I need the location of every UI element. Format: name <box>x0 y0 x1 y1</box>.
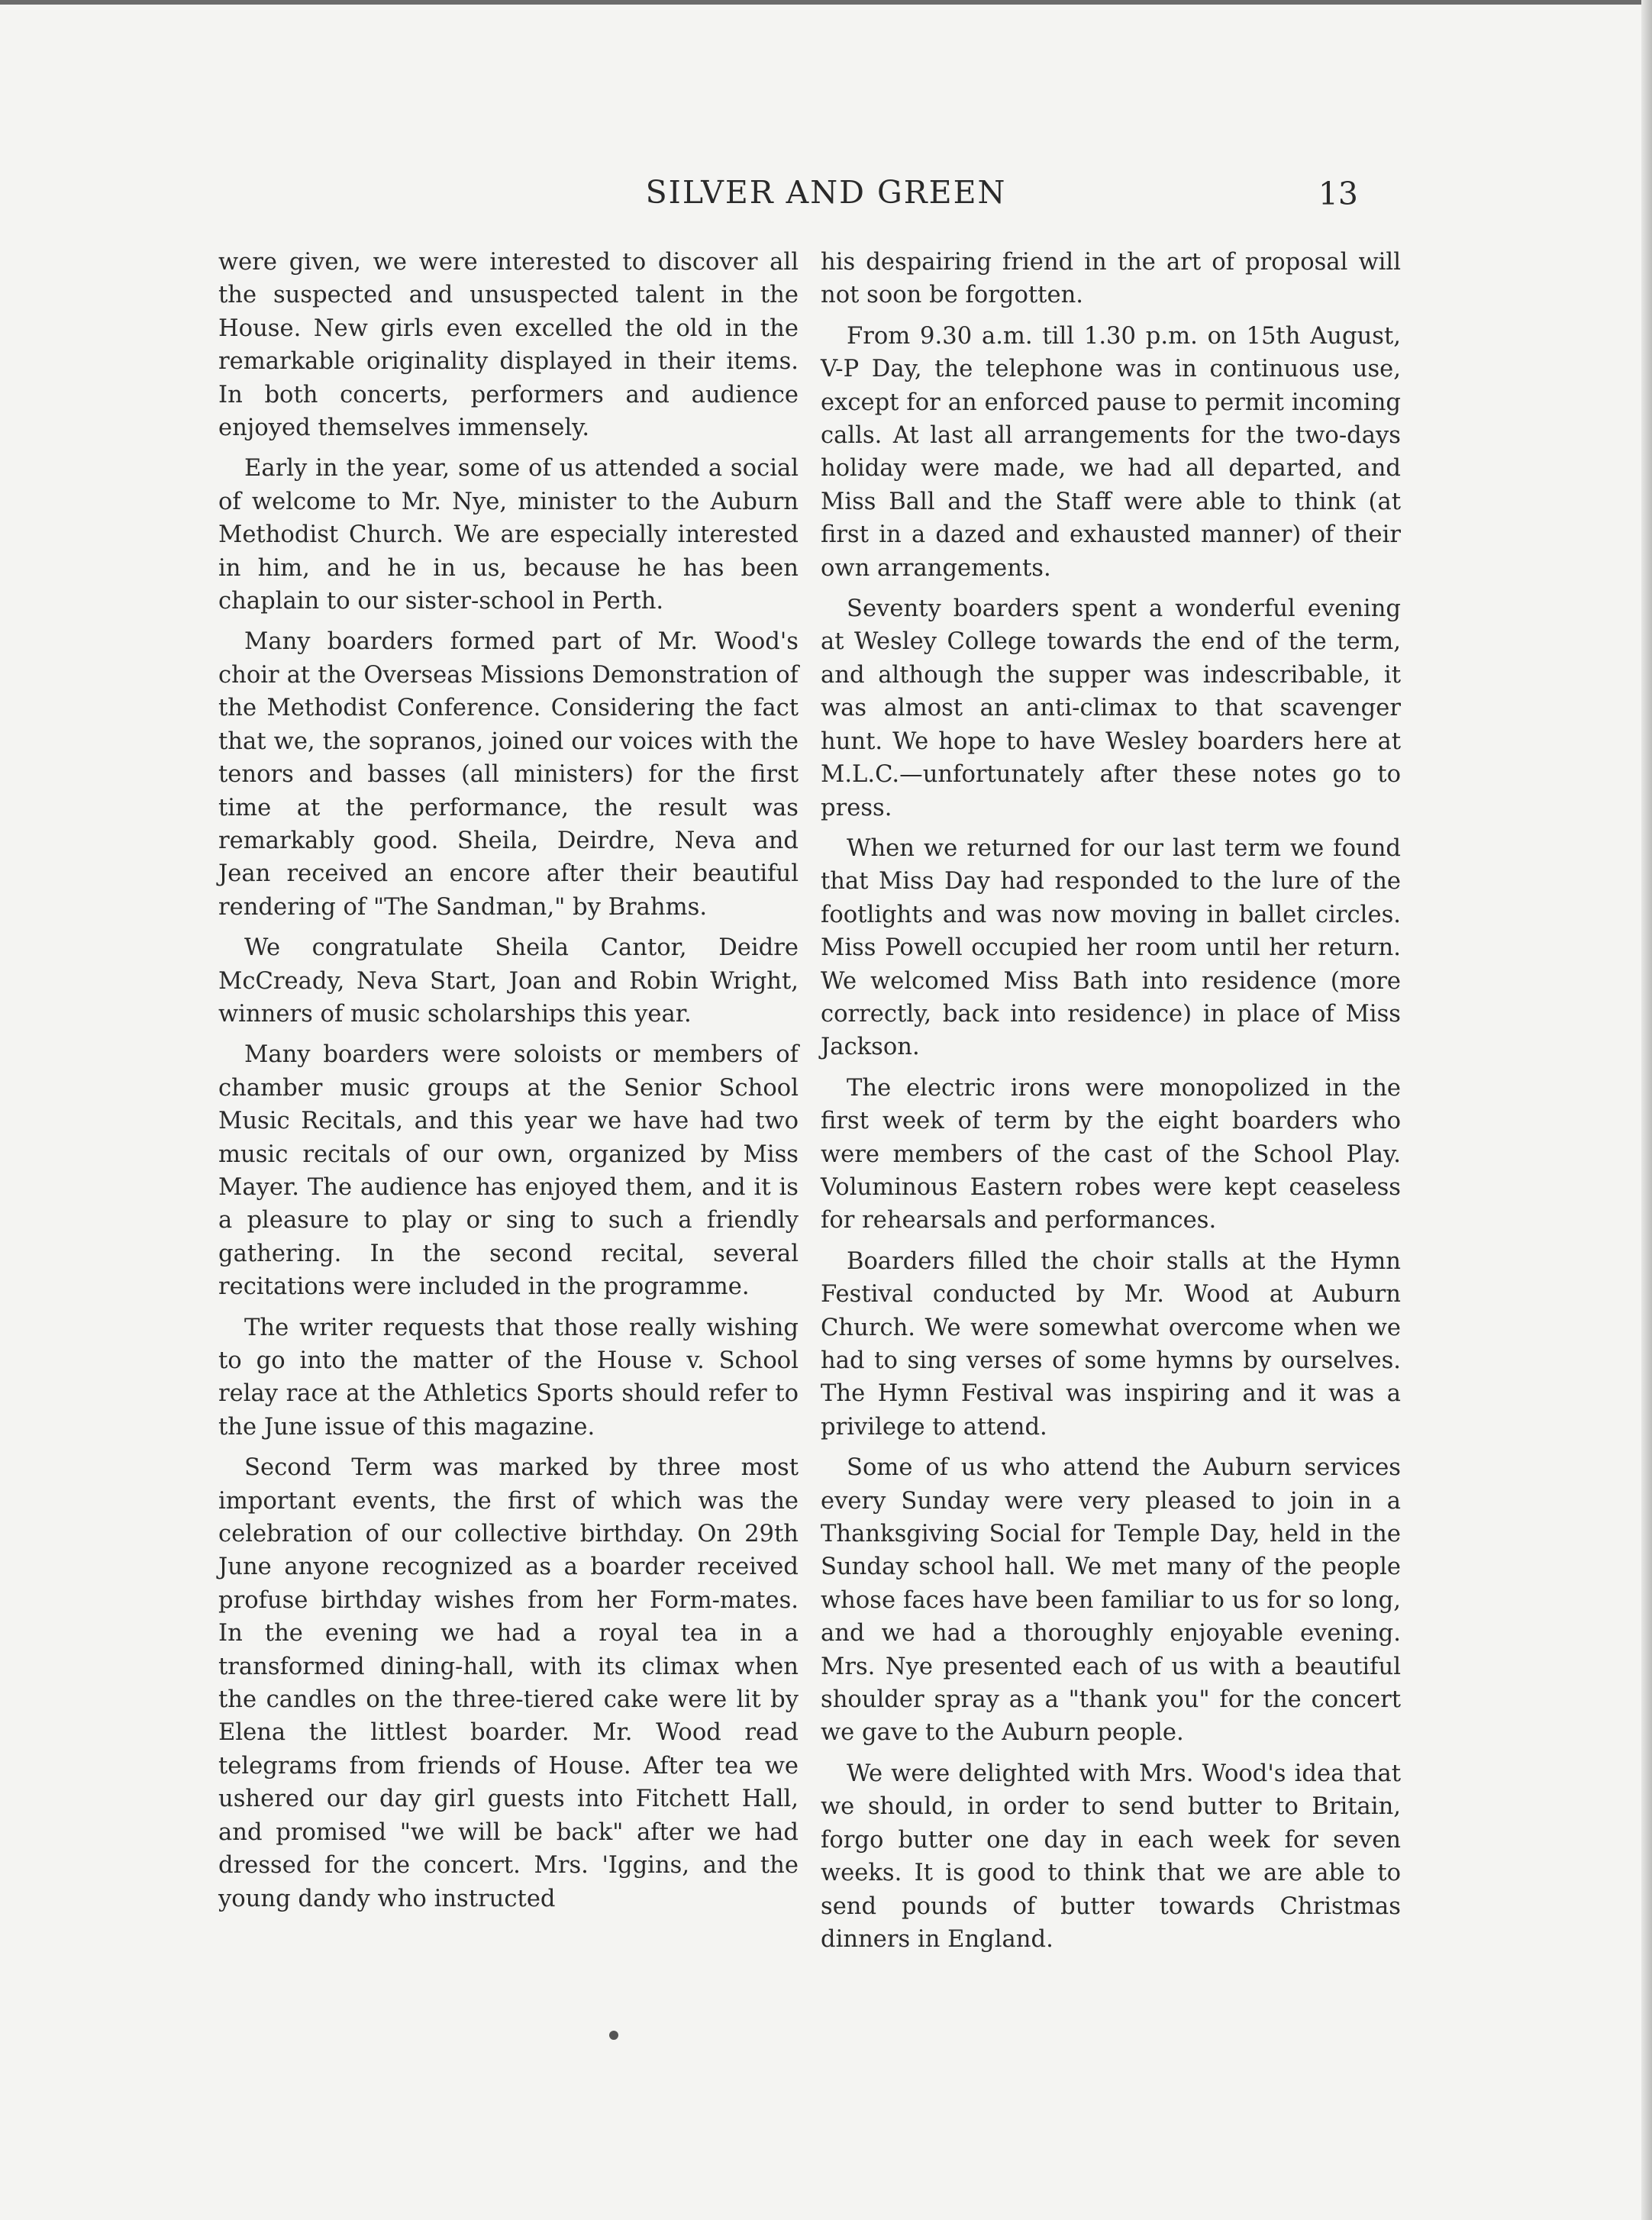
paragraph: Many boarders formed part of Mr. Wood's choir at the Overseas Missions Demonstration of the Methodist Conference. Considering the fact that we, the sopranos, joined our voices with the tenors and basses (all ministers) for the first time at the performance, the result was remarkably good. Sheila, Deirdre, Neva and Jean received an encore after their beautiful rendering of "The Sandman," by Brahms. <box>218 628 799 921</box>
paragraph: were given, we were interested to discover all the suspected and unsuspected talent in the House. New girls even excelled the old in the remarkable originality displayed in their items. In both concerts, performers and audience enjoyed themselves immensely. <box>218 249 799 442</box>
paragraph: We congratulate Sheila Cantor, Deidre McCready, Neva Start, Joan and Robin Wright, winners of music scholarships this year. <box>218 934 799 1028</box>
paragraph: his despairing friend in the art of proposal will not soon be forgotten. <box>821 249 1401 309</box>
paragraph: The electric irons were monopolized in the first week of term by the eight boarders who were members of the cast of the School Play. Voluminous Eastern robes were kept ceaseless for rehearsals and performances. <box>821 1074 1401 1234</box>
paragraph: Second Term was marked by three most important events, the first of which was the celebration of our collective birthday. On 29th June anyone recognized as a boarder received profuse birthday wishes from her Form-mates. In the evening we had a royal tea in a transformed dining-hall, with its climax when the candles on the three-tiered cake were lit by Elena the littlest boarder. Mr. Wood read telegrams from friends of House. After tea we ushered our day girl guests into Fitchett Hall, and promised "we will be back" after we had dressed for the concert. Mrs. 'Iggins, and the young dandy who instructed <box>218 1454 799 1912</box>
paragraph: We were delighted with Mrs. Wood's idea that we should, in order to send butter to Britain, forgo butter one day in each week for seven weeks. It is good to think that we are able to send pounds of butter towards Christmas dinners in England. <box>821 1760 1401 1953</box>
page-edge-shadow <box>1641 0 1652 2220</box>
left-column <box>218 246 799 1923</box>
paragraph: Seventy boarders spent a wonderful evening at Wesley College towards the end of the term, and although the supper was indescribable, it was almost an anti-climax to that scavenger hunt. We hope to have Wesley boarders here at M.L.C.—unfortunately after these notes go to press. <box>821 595 1401 821</box>
paragraph: Early in the year, some of us attended a social of welcome to Mr. Nye, minister to the Auburn Methodist Church. We are especially interested in him, and he in us, because he has been chaplain to our sister-school in Perth. <box>218 455 799 615</box>
paragraph: Some of us who attend the Auburn services every Sunday were very pleased to join in a Thanksgiving Social for Temple Day, held in the Sunday school hall. We met many of the people whose faces have been familiar to us for so long, and we had a thoroughly enjoyable evening. Mrs. Nye presented each of us with a beautiful shoulder spray as a "thank you" for the concert we gave to the Auburn people. <box>821 1454 1401 1747</box>
top-border <box>0 0 1652 5</box>
page-number: 13 <box>1318 176 1358 212</box>
paragraph: Boarders filled the choir stalls at the Hymn Festival conducted by Mr. Wood at Auburn Church. We were somewhat overcome when we had to sing verses of some hymns by ourselves. The Hymn Festival was inspiring and it was a privilege to attend. <box>821 1247 1401 1441</box>
paragraph: The writer requests that those really wishing to go into the matter of the House v. School relay race at the Athletics Sports should refer to the June issue of this magazine. <box>218 1314 799 1441</box>
paragraph: From 9.30 a.m. till 1.30 p.m. on 15th August, V-P Day, the telephone was in continuous use, except for an enforced pause to permit incoming calls. At last all arrangements for the two-days holiday were made, we had all departed, and Miss Ball and the Staff were able to think (at first in a dazed and exhausted manner) of their own arrangements. <box>821 322 1401 582</box>
running-header-title: SILVER AND GREEN <box>645 174 1007 211</box>
footer-ornament <box>609 2031 618 2040</box>
paragraph: When we returned for our last term we found that Miss Day had responded to the lure of the footlights and was now moving in ballet circles. Miss Powell occupied her room until her return. We welcomed Miss Bath into residence (more correctly, back into residence) in place of Miss Jackson. <box>821 834 1401 1061</box>
right-column <box>821 246 1401 1963</box>
paragraph: Many boarders were soloists or members of chamber music groups at the Senior School Music Recitals, and this year we have had two music recitals of our own, organized by Miss Mayer. The audience has enjoyed them, and it is a pleasure to play or sing to such a friendly gathering. In the second recital, several recitations were included in the programme. <box>218 1041 799 1301</box>
